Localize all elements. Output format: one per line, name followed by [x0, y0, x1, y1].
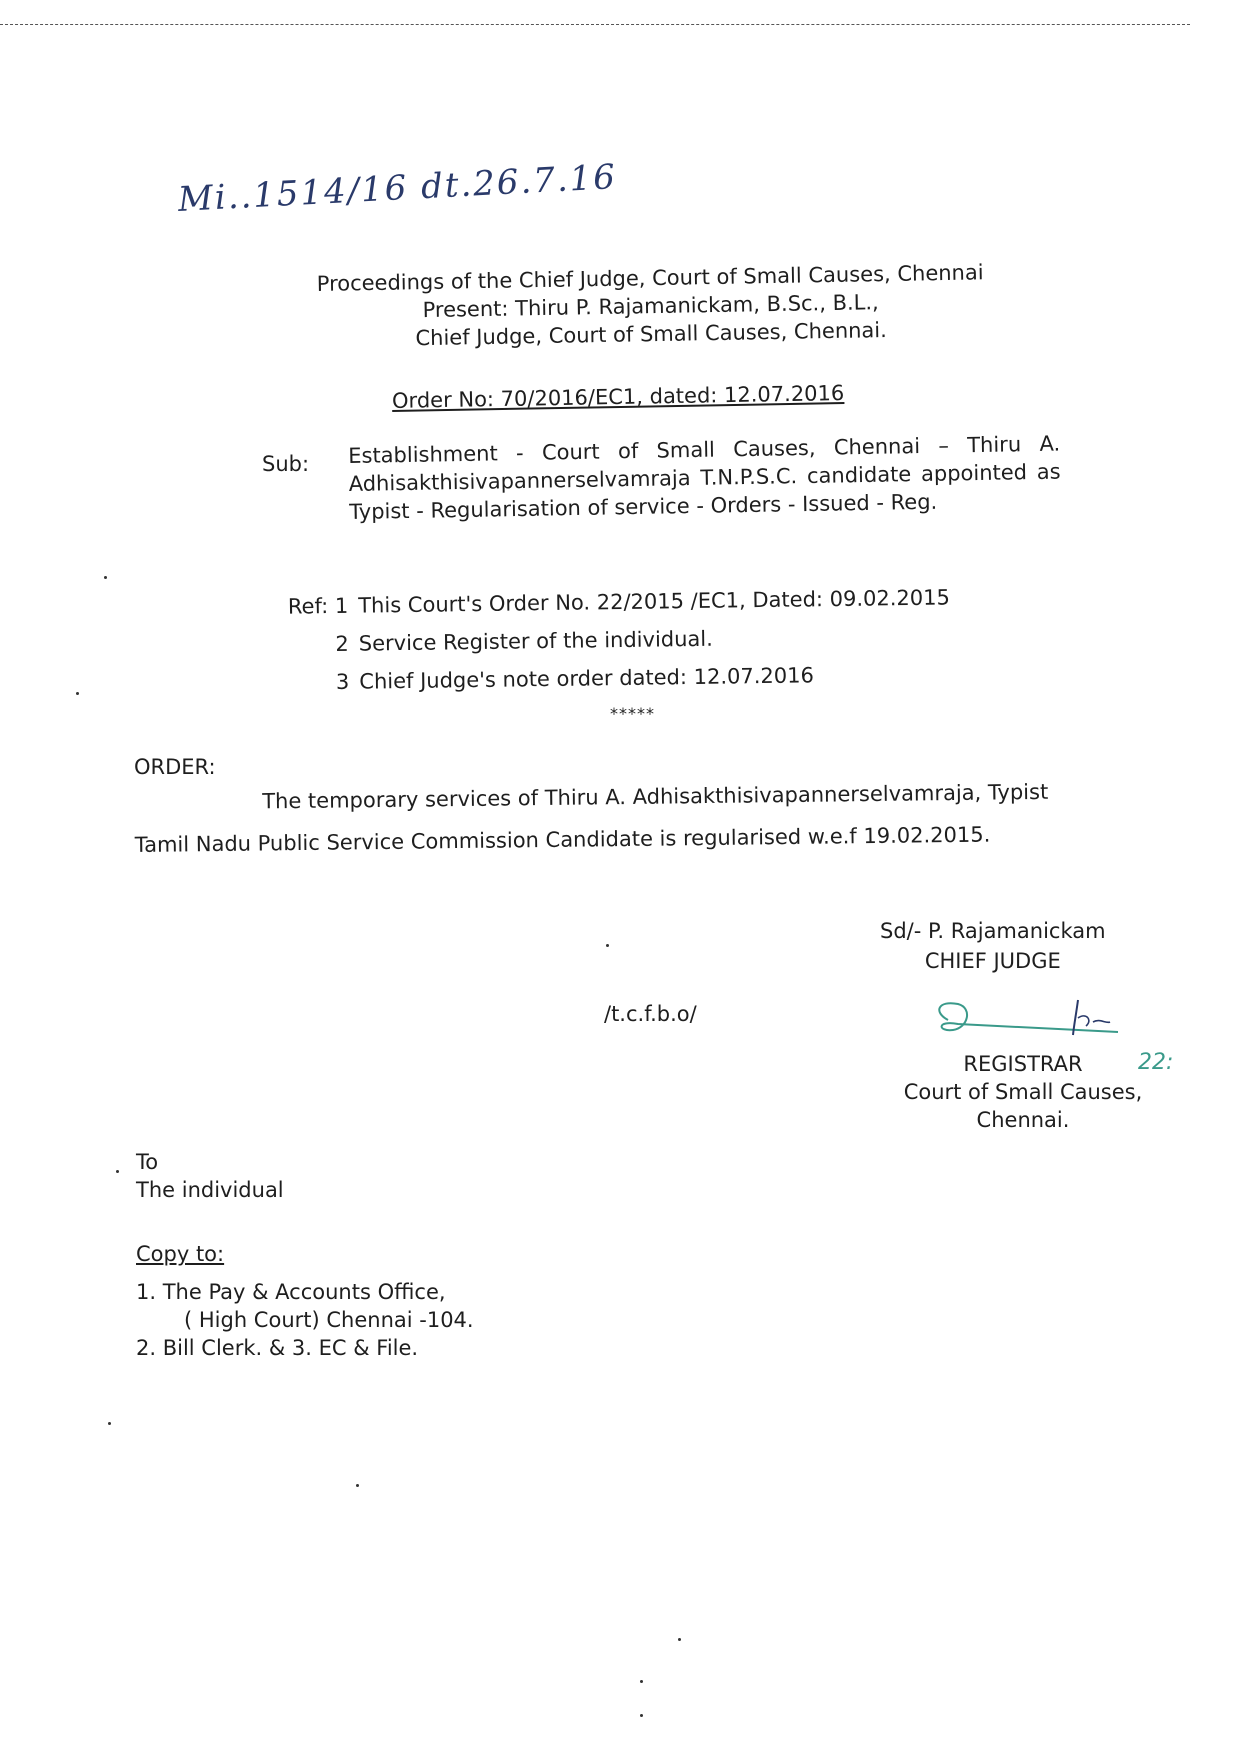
registrar-block	[878, 1050, 1168, 1134]
scan-speck	[116, 1170, 119, 1173]
reference-item: 2 Service Register of the individual.	[335, 626, 713, 656]
copy-to-line-3: 2. Bill Clerk. & 3. EC & File.	[136, 1336, 419, 1360]
copy-to-title: Copy to:	[136, 1242, 225, 1266]
header-line-1: Proceedings of the Chief Judge, Court of Small Causes, Chennai	[316, 260, 984, 296]
header-line-3: Chief Judge, Court of Small Causes, Chennai.	[415, 318, 888, 351]
order-label: ORDER:	[134, 755, 216, 779]
reference-item: Ref: 1 This Court's Order No. 22/2015 /EC1, Dated: 09.02.2015	[287, 585, 951, 619]
scan-speck	[108, 1422, 111, 1425]
copy-to-line-2: ( High Court) Chennai -104.	[184, 1308, 474, 1332]
order-line-1: The temporary services of Thiru A. Adhisakthisivapannerselvamraja, Typist	[262, 779, 1049, 814]
registrar-handwritten-mark: 22:	[1138, 1050, 1174, 1075]
reference-text: Chief Judge's note order dated: 12.07.2016	[359, 663, 815, 694]
signatory-name: Sd/- P. Rajamanickam	[880, 919, 1106, 943]
copy-to-block	[136, 1240, 474, 1362]
subject-text: Establishment - Court of Small Causes, Chennai – Thiru A. Adhisakthisivapannerselvamraja T.N.P.S.C. candidate appointed as Typist - Regularisation of service - Orders - Issued - Reg.	[348, 431, 1061, 524]
recipient-block	[136, 1148, 284, 1204]
separator: *****	[610, 704, 655, 723]
scan-speck	[678, 1638, 681, 1641]
reference-item: 3 Chief Judge's note order dated: 12.07.2016	[335, 663, 815, 694]
tcfbo-mark: /t.c.f.b.o/	[604, 1002, 697, 1026]
scan-speck	[104, 576, 107, 579]
reference-text: Service Register of the individual.	[358, 626, 713, 656]
order-line-2: Tamil Nadu Public Service Commission Candidate is regularised w.e.f 19.02.2015.	[134, 822, 991, 857]
order-body	[134, 769, 1185, 866]
reference-label: Ref:	[287, 594, 329, 619]
document-header	[200, 256, 1101, 356]
header-line-2: Present: Thiru P. Rajamanickam, B.Sc., B.L.,	[422, 290, 879, 323]
subject-label: Sub:	[262, 452, 310, 476]
references-block	[262, 578, 951, 702]
to-label: To	[136, 1150, 159, 1174]
signatory-title: CHIEF JUDGE	[924, 949, 1061, 973]
registrar-line-2: Court of Small Causes,	[903, 1080, 1143, 1104]
registrar-title: REGISTRAR	[963, 1052, 1083, 1076]
recipient-name: The individual	[136, 1178, 284, 1202]
order-number: Order No: 70/2016/EC1, dated: 12.07.2016	[391, 381, 845, 413]
signatory-block	[880, 916, 1106, 976]
scan-speck	[640, 1714, 643, 1717]
registrar-line-3: Chennai.	[976, 1108, 1070, 1132]
scan-speck	[640, 1680, 643, 1683]
copy-to-line-1: 1. The Pay & Accounts Office,	[136, 1280, 446, 1304]
handwritten-note: Mi..1514/16 dt.26.7.16	[176, 157, 618, 220]
reference-text: This Court's Order No. 22/2015 /EC1, Dated: 09.02.2015	[358, 585, 951, 618]
scan-edge-line	[0, 24, 1190, 25]
scan-speck	[606, 944, 609, 947]
scan-speck	[76, 692, 79, 695]
scan-speck	[356, 1484, 359, 1487]
